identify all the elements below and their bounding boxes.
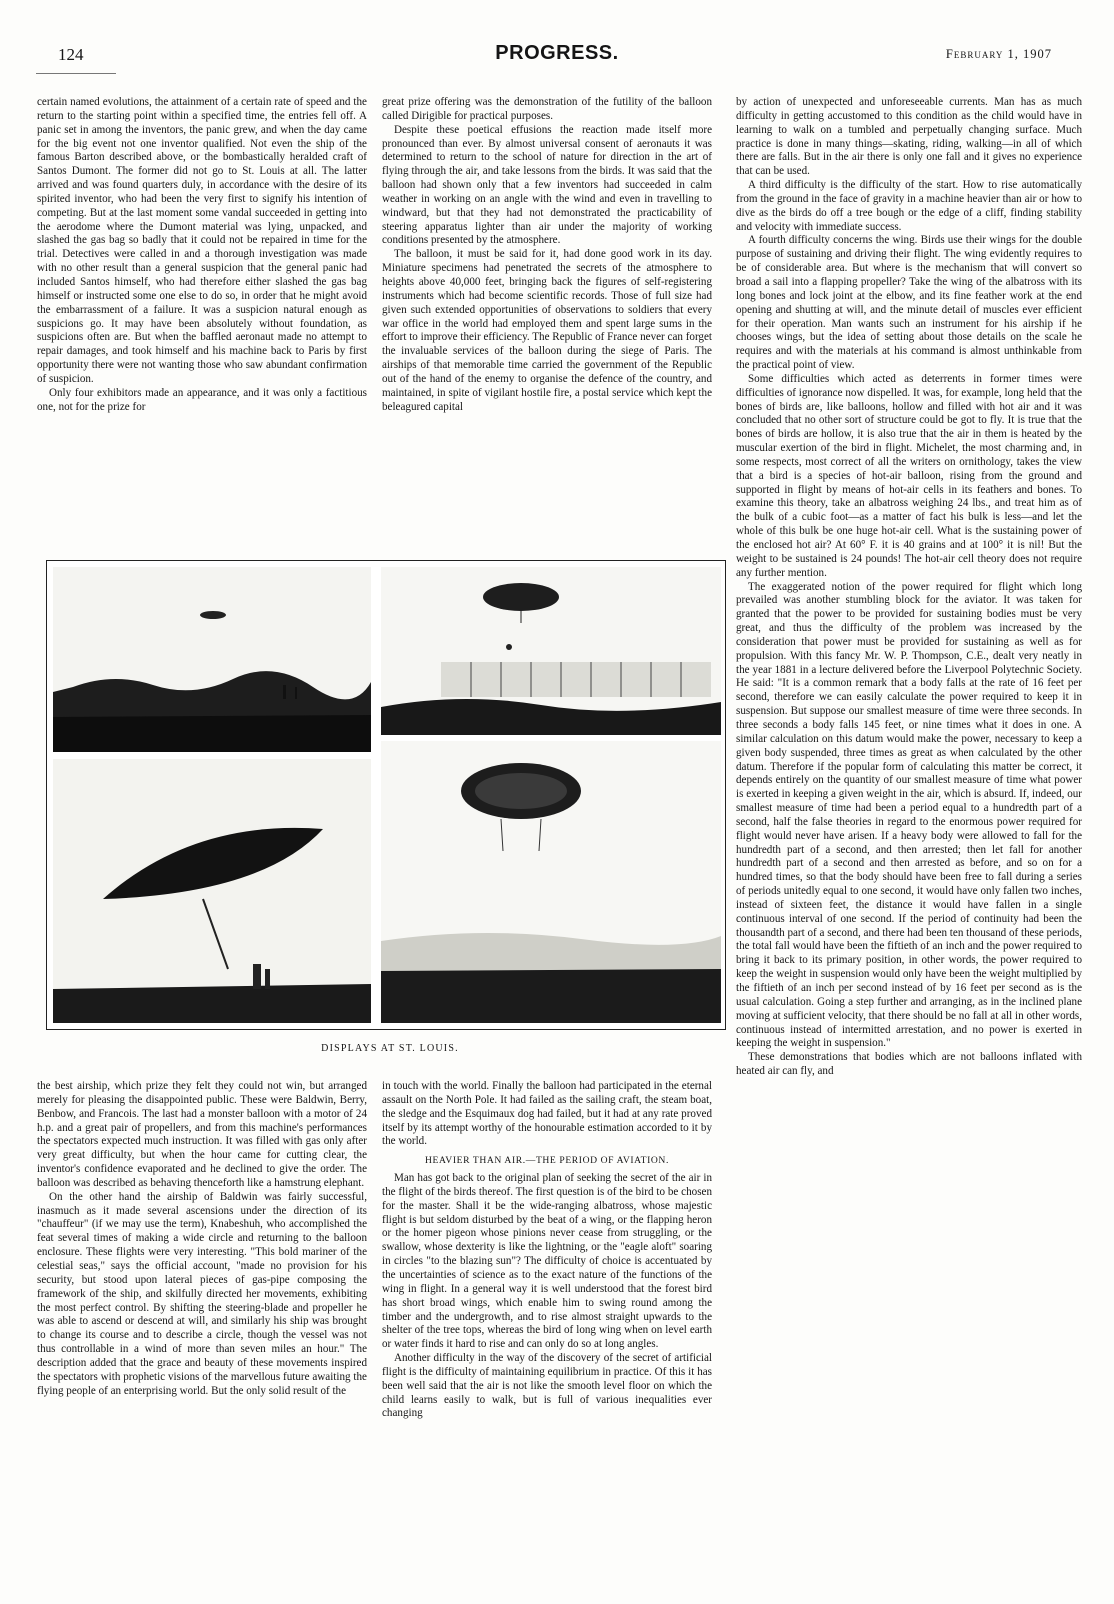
page-number: 124 [58, 45, 84, 64]
running-date: February 1, 1907 [945, 47, 1052, 61]
paragraph: the best airship, which prize they felt they could not win, but arranged merely for pleasing the disappointed public. These were Baldwin, Berry, Benbow, and Francois. The last had a monster balloon with a motor of 24 h.p. and a great pair of propellers, and from this machine's performances the spectators expected much instruction. It was filled with gas only after very great difficulty, but when the hour came for cutting clear, the inventor's confidence evaporated and he declined to give the order. The balloon was described as behaving thenceforth like a hamstrung elephant. [37, 1080, 367, 1189]
paragraph: certain named evolutions, the attainment of a certain rate of speed and the return to the starting point within a specified time, the entries fell off. A panic set in among the inventors, the panic grew, and when the day came for the big event not one inventor qualified. Not even the ship of the famous Barton described above, or the bombastically heralded craft of Santos Dumont. The former did not go to St. Louis at all. The latter arrived and was found quarters duly, in accordance with the desire of its spirited inventor, who had been the very first to signify his intention of competing. But at the last moment some vandal succeeded in getting into the aerodome where the Dumont material was lying, unpacked, and slashed the gas bag so badly that it could not be repaired in time for the trial. Detectives were called in and a thorough investigation was made with no other result than a general suspicion that the general panic had included Santos himself, who had therefore either slashed the gas bag himself or instructed some one else to do so, in order that he might avoid the embarrassment of a failure. It was a suspicion natural enough as suspicions go. It may have been absolutely without foundation, as suspicions often are. But when the baffled aeronaut made no attempt to repair damages, and took himself and his machine back to Paris by first opportunity there were not wanting those who saw abundant confirmation of suspicion. [37, 96, 367, 385]
photo-airship-hangar [381, 567, 721, 735]
paragraph: Man has got back to the original plan of seeking the secret of the air in the flight of the birds thereof. The first question is of the bird to be chosen for the master. Shall it be the wide-ranging albatross, whose majestic flight is but seldom disturbed by the beat of a wing, or the flapping heron or the homer pigeon whose pinions never cease from struggling, or the swallow, whose dexterity is like the lightning, or the "eagle aloft" soaring in circles "to the blazing sun"? The difficulty of choice is accentuated by the uncertainties of science as to the exact nature of the functions of the wing in flight. In a general way it is well understood that the forest bird has short broad wings, which enable him to swing round among the timber and the undergrowth, and to rise almost straight upwards to the shelter of the tree tops, whereas the bird of long wing when on level earth or water finds it hard to rise and can only do so at long angles. [382, 1172, 712, 1351]
text-column-4 [37, 1080, 367, 1590]
paragraph: Despite these poetical effusions the reaction made itself more pronounced than ever. By almost universal consent of aeronauts it was determined to return to the school of nature for direction in the art of flying through the air, and take lessons from the birds. It was said that the balloon had shown only that a few inventors had succeeded in calm weather in working on an angle with the wind and even in travelling to windward, but that they had not demonstrated the practicability of steering apparatus lighter than air under the majority of working conditions presented by the atmosphere. [382, 123, 712, 247]
section-heading: HEAVIER THAN AIR.—THE PERIOD OF AVIATION. [425, 1155, 669, 1167]
paragraph: A third difficulty is the difficulty of the start. How to rise automatically from the ground in the face of gravity in a machine heavier than air or how to dive as the birds do off a tree bough or the edge of a cliff, finding stability and velocity with immediate success. [736, 179, 1082, 233]
text-column-2 [382, 96, 712, 546]
paragraph: Only four exhibitors made an appearance, and it was only a factitious one, not for the prize for [37, 386, 367, 413]
photo-large-airship [53, 759, 371, 1023]
paragraph: A fourth difficulty concerns the wing. Birds use their wings for the double purpose of sustaining and driving their flight. The wing evidently requires to be of considerable area. But where is the mechanism that will convert so broad a sail into a flapping propeller? Take the wing of the albatross with its long bones and lock joint at the elbow, and its fine feather work at the end opening and shutting at will, and the minute detail of muscles ever efficient for their operation. Man wants such an instrument for his airship if he chooses wings, but the idea of setting about those details on the scale he requires and with the materials at his command is almost unthinkable from the practical point of view. [736, 234, 1082, 372]
paragraph: The balloon, it must be said for it, had done good work in its day. Miniature specimens had penetrated the secrets of the atmosphere to heights above 40,000 feet, bringing back the figures of self-registering instruments which had become scientific records. Those of full size had given such extended opportunities of observations to soldiers that every war office in the world had employed them and spent large sums in the effort to improve their efficiency. The Republic of France never can forget the invaluable services of the balloon during the siege of Paris. The airships of that memorable time carried the government of the Republic out of the hand of the enemy to organise the defence of the country, and maintained, in spite of vigilant hostile fire, a postal service which kept the beleagured capital [382, 248, 712, 413]
photo-airship-distant [53, 567, 371, 752]
text-column-3 [736, 96, 1082, 1586]
text-column-1 [37, 96, 367, 546]
photo-airship-envelope [381, 741, 721, 1023]
text-column-5 [382, 1080, 712, 1590]
running-title: PROGRESS. [495, 42, 619, 64]
header-rule [36, 73, 116, 74]
paragraph: The exaggerated notion of the power required for flight which long prevailed was another stumbling block for the aviator. It was taken for granted that the power to be provided for sustaining bodies must be very great, and thus the difficulty of the problem was increased by the consideration that power must be provided for sustaining as well as for propulsion. With this fancy Mr. W. P. Thompson, C.E., dealt very neatly in the year 1881 in a lecture delivered before the Liverpool Polytechnic Society. He said: "It is a common remark that a body falls at the rate of 16 feet per second, therefore we can easily calculate the power required to keep it in suspension. But suppose our smallest measure of time were three seconds. In three seconds a body falls 145 feet, or nine times what it does in one. A similar calculation on this datum would make the power, necessary to keep a given body suspended, three times as great as when calculated by the other datum. Therefore if the popular form of calculating this matter be correct, it depends entirely on the quantity of our smallest measure of time what power is exerted in keeping a given weight in the air, which is absurd. If, indeed, our smallest measure of time had been a period equal to a hundredth part of a second, half the false theories in regard to the enormous power required for flight would never have arisen. If a heavy body were allowed to fall for the hundredth part of a second, and then arrested; then let fall for another hundredth part of a second and then arrested as before, and so on for a hundred times, so that the body should have been free to fall during a series of periods unitedly equal to one second, it would have only fallen two inches, instead of sixteen feet, the distance it would have fallen in a single continuous interval of one second. If the period of continuity had been the thousandth part of a second, and there had been ten thousand of these periods, the total fall would have been the fiftieth of an inch and the power required to bring it back to its primary position, in other words, the power required to keep the weight in suspension would only have been the weight multiplied by the fiftieth of an inch per second instead of by 16 feet per second as is the usual calculation. Going a step further and arranging, as in the inclined plane moving at sufficient velocity, that there should be no fall at all in other words, continuous instead of intermitted arrestation, and no power is exerted in keeping the weight in suspension." [736, 580, 1082, 1050]
paragraph: by action of unexpected and unforeseeable currents. Man has as much difficulty in getting accustomed to this condition as the child would have in learning to walk on a tumbled and perpetually changing surface. Much practice is done in many things—skating, riding, walking—in all of which there are falls. But in the air there is only one fall and it gives no experience that can be used. [736, 96, 1082, 178]
paragraph: Another difficulty in the way of the discovery of the secret of artificial flight is the difficulty of maintaining equilibrium in practice. Of this it has been well said that the air is not like the smooth level floor on which the child learns easily to walk, but is full of various inequalities ever changing [382, 1352, 712, 1420]
paragraph: These demonstrations that bodies which are not balloons inflated with heated air can fly, and [736, 1051, 1082, 1078]
paragraph: great prize offering was the demonstration of the futility of the balloon called Dirigible for practical purposes. [382, 96, 712, 122]
photo-plate [46, 560, 726, 1030]
paragraph: in touch with the world. Finally the balloon had participated in the eternal assault on the North Pole. It had failed as the sailing craft, the steam boat, the sledge and the Esquimaux dog had failed, but it had at any rate proved itself by its attempt worthy of the honourable estimation accorded to it by the world. [382, 1080, 712, 1148]
figure-caption: DISPLAYS AT ST. LOUIS. [321, 1043, 459, 1054]
paragraph: On the other hand the airship of Baldwin was fairly successful, inasmuch as it made several ascensions under the direction of its "chauffeur" (if we may use the term), Knabeshuh, who accomplished the feat several times of making a wide circle and returning to the balloon enclosure. These flights were very interesting. "This bold mariner of the celestial seas," says the official account, "made no provision for his security, but stood upon lateral pieces of gas-pipe composing the framework of the ship, and skilfully directed her movements, exhibiting the most perfect control. By shifting the steering-blade and propeller he was able to ascend or descend at will, and similarly his ship was brought to change its course and to describe a circle, though the vessel was not thus controllable in a wind of more than seven miles an hour." The description added that the grace and beauty of these movements inspired the spectators with prophetic visions of the marvellous future awaiting the flying people of an enterprising world. But the only solid result of the [37, 1190, 367, 1397]
paragraph: Some difficulties which acted as deterrents in former times were difficulties of ignorance now dispelled. It was, for example, long held that the bones of birds are, like balloons, hollow and filled with hot air and it was concluded that no other sort of structure could be got to fly. It is true that the bones of birds are hollow, it is also true that the air in them is heated by the muscular exertion of the bird in flight. Michelet, the most charming and, in some respects, most correct of all the writers on ornithology, takes the view that a bird is a species of hot-air balloon, rising from the ground and supported in flight by means of hot-air cells in its feathers and bones. To examine this theory, take an albatross weighing 24 lbs., and treat him as of the bulk of a cubic foot—as a matter of fact his bulk is less—and let the whole of this bulk be one huge hot-air cell. What is the sustaining power of the enclosed hot air? At 60° F. it is 40 grains and at 100° it is nil! But the weight to be sustained is 24 pounds! The hot-air cell theory does not require any further mention. [736, 372, 1082, 579]
